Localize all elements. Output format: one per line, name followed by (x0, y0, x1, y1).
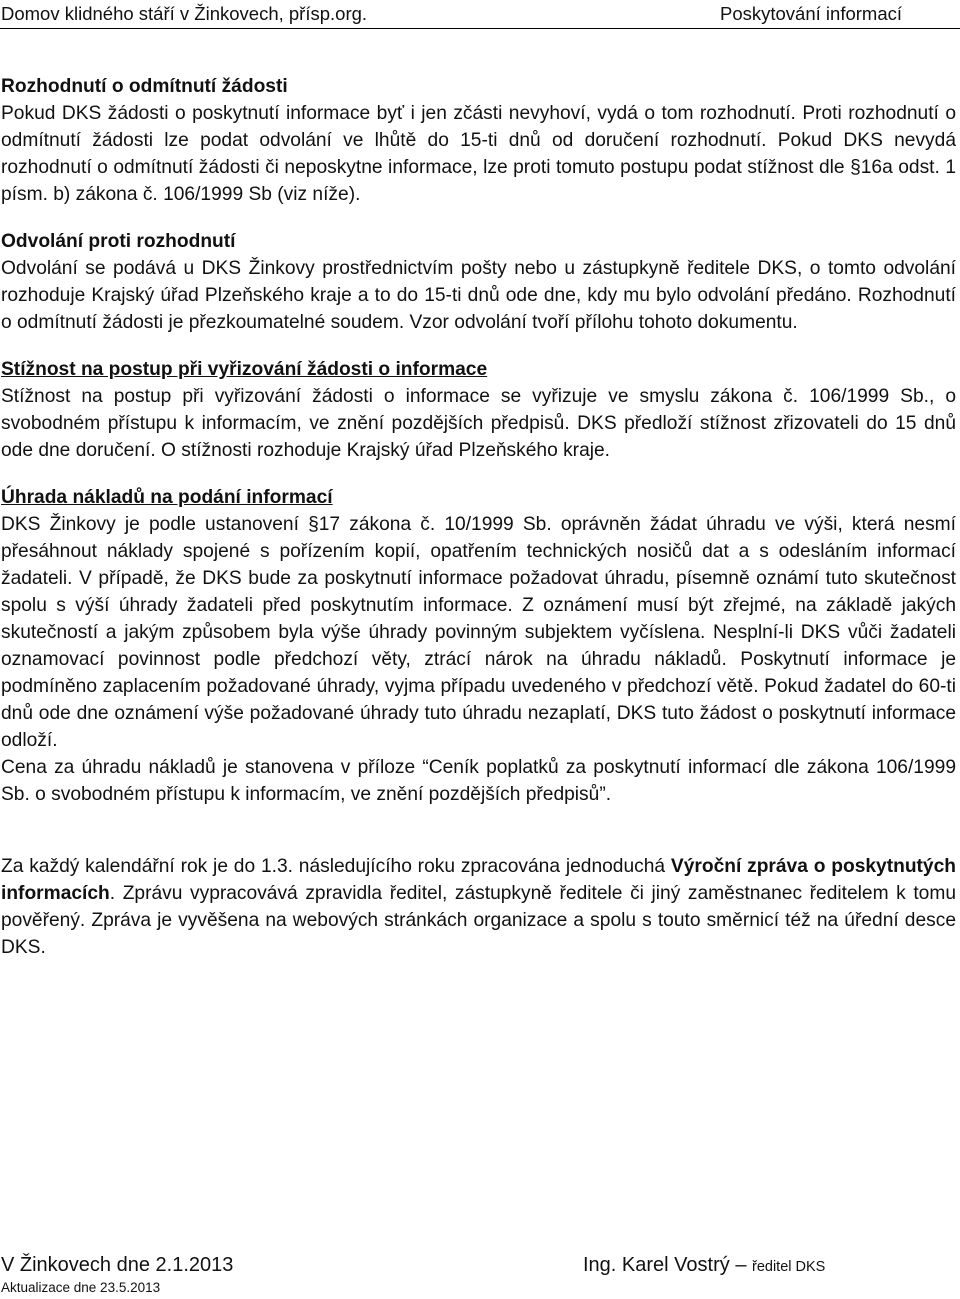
section-paragraph: DKS Žinkovy je podle ustanovení §17 zákona č. 10/1999 Sb. oprávněn žádat úhradu ve výši, která nesmí přesáhnout náklady spojené s pořízením kopií, opatřením technických nosičů dat a s odesláním informací žadateli. V případě, že DKS bude za poskytnutí informace požadovat úhradu, písemně oznámí tuto skutečnost spolu s výší úhrady žadateli před poskytnutím informace. Z oznámení musí být zřejmé, na základě jakých skutečností a jakým způsobem byla výše úhrady povinným subjektem vyčíslena. Nesplní-li DKS vůči žadateli oznamovací povinnost podle předchozí věty, ztrácí nárok na úhradu nákladů. Poskytnutí informace je podmíněno zaplacením požadované úhrady, vyjma případu uvedeného v předchozí větě. Pokud žadatel do 60-ti dnů ode dne oznámení výše požadované úhrady tuto úhradu nezaplatí, DKS tuto žádost o poskytnutí informace odloží. (1, 514, 956, 751)
section-vyrocni-zprava (1, 853, 956, 961)
annual-report-bold-title: Výroční zpráva o poskytnutých informacích (1, 856, 956, 904)
section-heading: Odvolání proti rozhodnutí (1, 231, 236, 252)
header-document-title: Poskytování informací (720, 3, 902, 24)
footer-signature (583, 1252, 825, 1280)
annual-report-paragraph (1, 853, 956, 961)
footer-update-date: Aktualizace dne 23.5.2013 (1, 1280, 161, 1295)
footer-date: V Žinkovech dne 2.1.2013 (1, 1254, 234, 1276)
annual-report-text-end: . Zprávu vypracovává zpravidla ředitel, zástupkyně ředitele či jiný zaměstnanec ředitelem k tomu pověřený. Zpráva je vyvěšena na webových stránkách organizace a spolu s touto směrnicí též na úřední desce DKS. (1, 883, 956, 958)
section-heading: Stížnost na postup při vyřizování žádosti o informace (1, 359, 488, 380)
document-body (1, 73, 956, 981)
section-paragraph: Stížnost na postup při vyřizování žádosti o informace se vyřizuje ve smyslu zákona č. 106/1999 Sb., o svobodném přístupu k informacím, ve znění pozdějších předpisů. DKS předloží stížnost zřizovateli do 15 dnů ode dne doručení. O stížnosti rozhoduje Krajský úřad Plzeňského kraje. (1, 386, 956, 461)
signature-dash: – (735, 1254, 747, 1276)
signer-name: Ing. Karel Vostrý (583, 1254, 730, 1276)
signer-role: ředitel DKS (752, 1259, 826, 1275)
section-paragraph-pricing: Cena za úhradu nákladů je stanovena v příloze “Ceník poplatků za poskytnutí informací dle zákona 106/1999 Sb. o svobodném přístupu k informacím, ve znění pozdějších předpisů”. (1, 757, 956, 805)
section-odvolani (1, 228, 956, 336)
section-heading: Úhrada nákladů na podání informací (1, 487, 333, 508)
spacer (1, 828, 956, 853)
section-paragraph: Pokud DKS žádosti o poskytnutí informace byť i jen zčásti nevyhoví, vydá o tom rozhodnutí. Proti rozhodnutí o odmítnutí žádosti lze podat odvolání ve lhůtě do 15-ti dnů od doručení rozhodnutí. Pokud DKS nevydá rozhodnutí o odmítnutí žádosti či neposkytne informace, lze proti tomuto postupu podat stížnost dle §16a odst. 1 písm. b) zákona č. 106/1999 Sb (viz níže). (1, 103, 956, 205)
section-heading: Rozhodnutí o odmítnutí žádosti (1, 76, 288, 97)
section-rozhodnuti-o-odmitnuti (1, 73, 956, 208)
header-organization: Domov klidného stáří v Žinkovech, přísp.org. (1, 3, 368, 24)
page-header (0, 4, 960, 29)
annual-report-text-start: Za každý kalendářní rok je do 1.3. následujícího roku zpracována jednoduchá (1, 856, 671, 877)
section-uhrada-nakladu (1, 484, 956, 808)
section-paragraph: Odvolání se podává u DKS Žinkovy prostřednictvím pošty nebo u zástupkyně ředitele DKS, o tomto odvolání rozhoduje Krajský úřad Plzeňského kraje a to do 15-ti dnů ode dne, kdy mu bylo odvolání předáno. Rozhodnutí o odmítnutí žádosti je přezkoumatelné soudem. Vzor odvolání tvoří přílohu tohoto dokumentu. (1, 258, 956, 333)
section-stiznost (1, 356, 956, 464)
